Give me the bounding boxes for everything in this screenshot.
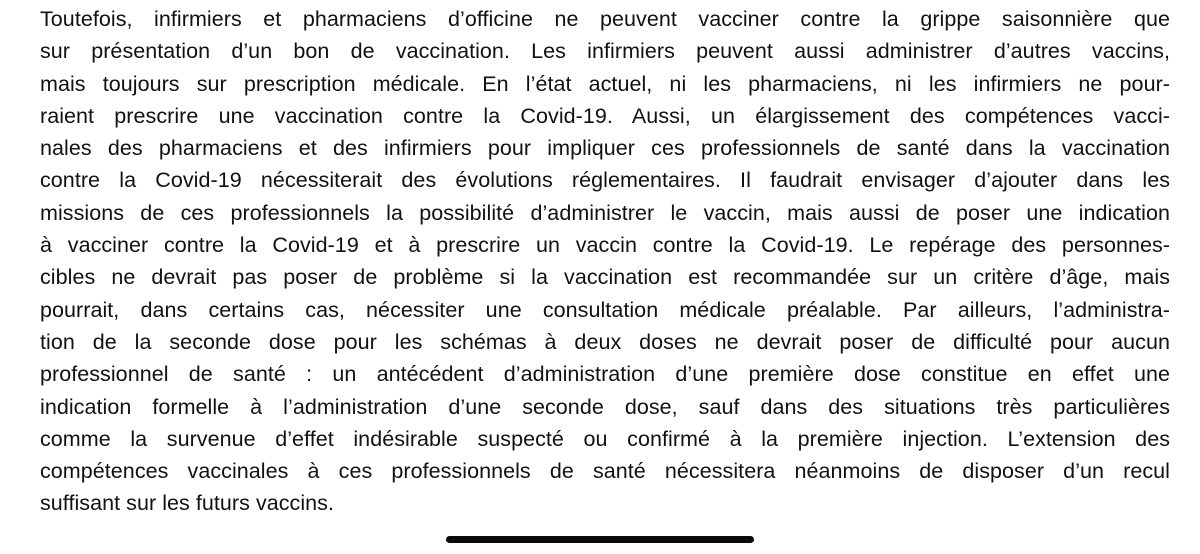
home-indicator-bar[interactable] [446,536,754,543]
paragraph-line-9: cibles ne devrait pas poser de problème si la vaccination est recommandée sur un critère d’âge, mais [40,265,1170,290]
paragraph-line-10: pourrait, dans certains cas, nécessiter une consultation médicale préalable. Par ailleurs, l’administra- [40,297,1170,322]
paragraph [40,3,1170,520]
paragraph-line-16: suffisant sur les futurs vaccins. [40,491,335,516]
paragraph-line-2: sur présentation d’un bon de vaccination. Les infirmiers peuvent aussi administrer d’autres vaccins, [40,39,1170,64]
paragraph-line-3: mais toujours sur prescription médicale. En l’état actuel, ni les pharmaciens, ni les infirmiers ne pour- [40,71,1170,96]
paragraph-line-5: nales des pharmaciens et des infirmiers pour impliquer ces professionnels de santé dans la vaccination [40,136,1170,161]
paragraph-line-4: raient prescrire une vaccination contre la Covid-19. Aussi, un élargissement des compétences vacci- [40,103,1170,128]
paragraph-line-7: missions de ces professionnels la possibilité d’administrer le vaccin, mais aussi de poser une indication [40,200,1170,225]
paragraph-line-8: à vacciner contre la Covid-19 et à prescrire un vaccin contre la Covid-19. Le repérage des personnes- [40,233,1170,258]
paragraph-line-14: comme la survenue d’effet indésirable suspecté ou confirmé à la première injection. L’extension des [40,426,1170,451]
paragraph-line-6: contre la Covid-19 nécessiterait des évolutions réglementaires. Il faudrait envisager d’ajouter dans les [40,168,1170,193]
paragraph-line-13: indication formelle à l’administration d’une seconde dose, sauf dans des situations très particulières [40,394,1170,419]
paragraph-line-11: tion de la seconde dose pour les schémas à deux doses ne devrait poser de difficulté pour aucun [40,329,1170,354]
paragraph-line-12: professionnel de santé : un antécédent d’administration d’une première dose constitue en effet une [40,362,1170,387]
paragraph-line-1: Toutefois, infirmiers et pharmaciens d’officine ne peuvent vacciner contre la grippe saisonnière que [40,7,1170,31]
paragraph-line-15: compétences vaccinales à ces professionnels de santé nécessitera néanmoins de disposer d’un recul [40,459,1170,484]
